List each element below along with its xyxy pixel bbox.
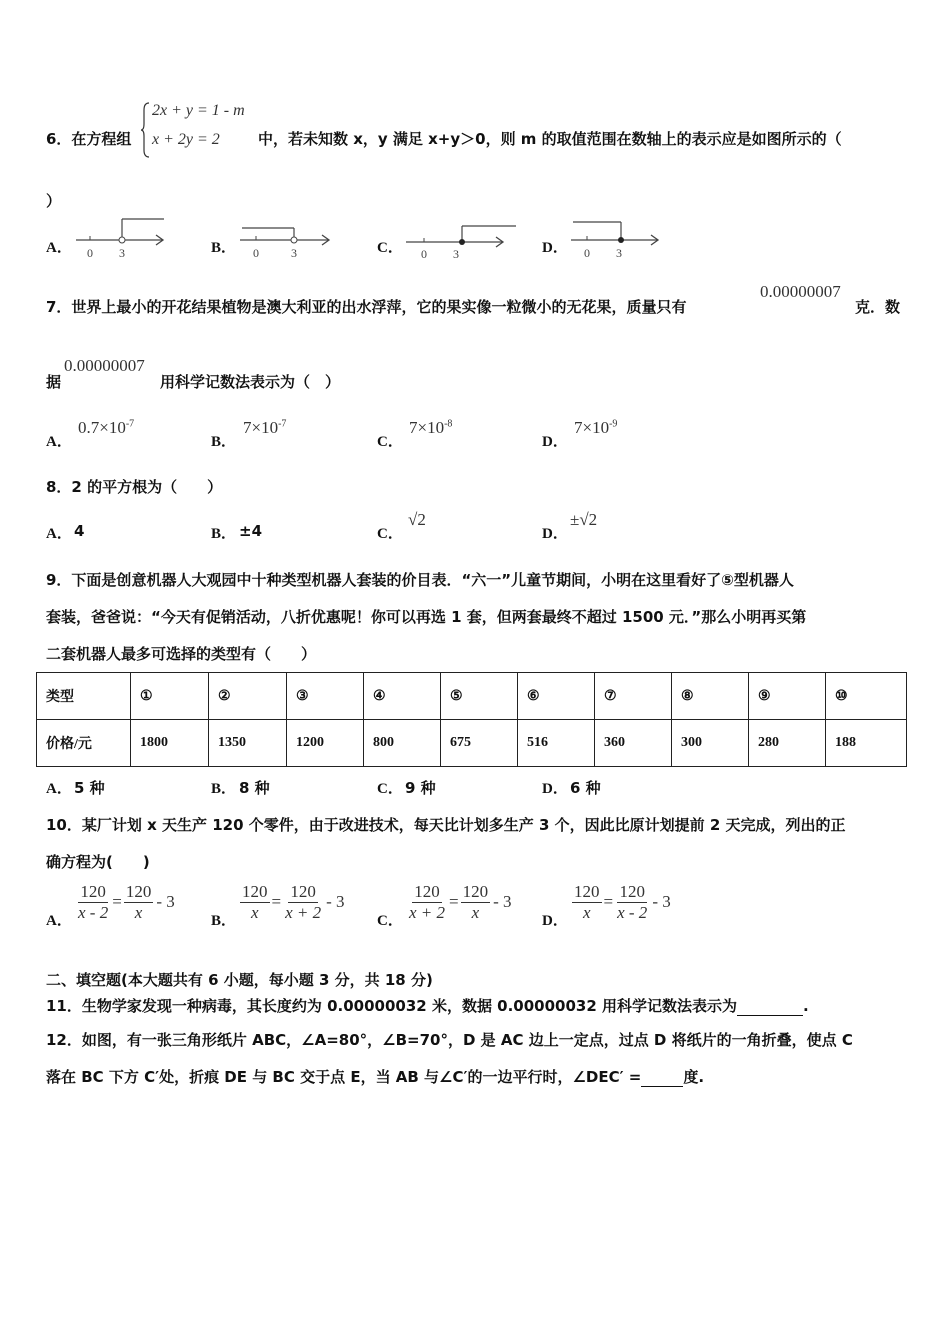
table-cell: ②: [209, 673, 287, 720]
q10-option-d-equation[interactable]: $\frac{120}{x}$ = $\frac{120}{x - 2}$ - 3: [574, 882, 671, 922]
q12-stem-line2: [46, 1066, 704, 1087]
table-row: [37, 673, 907, 720]
q6-a-three-label: 3: [119, 246, 125, 260]
q7-option-d-value[interactable]: [574, 418, 617, 438]
fraction: [76, 882, 110, 922]
fraction: [124, 882, 154, 922]
q7-b-exp: -7: [278, 418, 287, 430]
table-cell: 280: [749, 720, 826, 767]
fraction: [407, 882, 447, 922]
q10-option-c-label: C．: [377, 913, 403, 929]
q6-option-c-numberline[interactable]: [402, 216, 520, 260]
q9-option-d-value[interactable]: 6 种: [570, 779, 601, 797]
q9-option-c-value[interactable]: 9 种: [405, 779, 436, 797]
q11-end: .: [803, 997, 809, 1015]
numerator: 120: [80, 882, 106, 901]
q7-b-base: 7×10: [243, 418, 279, 437]
brace-icon: [141, 102, 151, 158]
q6-option-d-numberline[interactable]: [567, 216, 667, 260]
q6-a-zero-label: 0: [87, 246, 93, 260]
table-cell: ⑩: [826, 673, 907, 720]
q6-option-b-label: B．: [211, 240, 237, 256]
q9-option-d-label: D．: [542, 781, 568, 797]
denominator: x - 2: [78, 902, 109, 922]
q6-equation-system: [141, 100, 261, 160]
q7-stem-line1-end: 克．数: [855, 298, 901, 316]
q6-c-three-label: 3: [453, 247, 459, 260]
q7-option-c-label: C．: [377, 434, 403, 450]
table-cell: 1200: [287, 720, 364, 767]
q6-eq2: x + 2y = 2: [152, 131, 220, 148]
q7-option-b-label: B．: [211, 434, 237, 450]
q8-option-b-value[interactable]: ±4: [239, 522, 263, 540]
q7-stem-line1: 7．世界上最小的开花结果植物是澳大利亚的出水浮萍，它的果实像一粒微小的无花果，质量只有: [46, 298, 687, 316]
q8-option-a-label: A．: [46, 526, 72, 542]
q7-d-base: 7×10: [574, 418, 610, 437]
numerator: 120: [414, 882, 440, 901]
fraction: [283, 882, 323, 922]
table-header-cell: 类型: [37, 673, 131, 720]
q7-option-b-value[interactable]: [243, 418, 286, 438]
q6-d-three-label: 3: [616, 246, 622, 260]
table-cell: 360: [595, 720, 672, 767]
q7-option-d-label: D．: [542, 434, 568, 450]
table-row: [37, 720, 907, 767]
q8-option-a-value[interactable]: 4: [74, 522, 85, 540]
section-heading: 二、填空题(本大题共有 6 小题，每小题 3 分，共 18 分): [46, 971, 433, 989]
denominator: x - 2: [617, 902, 648, 922]
numerator: 120: [125, 882, 152, 901]
table-cell: 675: [441, 720, 518, 767]
fraction: [572, 882, 602, 922]
q7-a-exp: -7: [125, 418, 135, 430]
q6-eq1: 2x + y = 1 - m: [152, 102, 245, 119]
numerator: 120: [290, 882, 316, 901]
q6-option-c-label: C．: [377, 240, 403, 256]
q7-a-base: 0.7×10: [78, 418, 126, 437]
q8-option-b-label: B．: [211, 526, 237, 542]
q6-b-zero-label: 0: [253, 246, 259, 260]
table-cell: ⑥: [518, 673, 595, 720]
q6-option-d-label: D．: [542, 240, 568, 256]
denominator: x: [134, 902, 143, 922]
denominator: x: [582, 902, 591, 922]
table-cell: 1350: [209, 720, 287, 767]
denominator: x: [471, 902, 480, 922]
q9-option-b-value[interactable]: 8 种: [239, 779, 270, 797]
q10-option-b-label: B．: [211, 913, 237, 929]
q11-stem: [46, 995, 809, 1016]
q7-c-base: 7×10: [409, 418, 445, 437]
q6-stem-suffix: 中，若未知数 x，y 满足 x+y＞0，则 m 的取值范围在数轴上的表示应是如图所示的（: [258, 130, 842, 148]
q6-option-a-label: A．: [46, 240, 72, 256]
q7-option-c-value[interactable]: [409, 418, 452, 438]
table-cell: ⑧: [672, 673, 749, 720]
fraction: [615, 882, 649, 922]
q8-option-c-label: C．: [377, 526, 403, 542]
q10-option-c-equation[interactable]: $\frac{120}{x + 2}$ = $\frac{120}{x}$ - 3: [409, 882, 512, 922]
q7-option-a-label: A．: [46, 434, 72, 450]
q7-mass-value: 0.00000007: [760, 282, 841, 301]
table-cell: 1800: [131, 720, 209, 767]
equation-tail: - 3: [326, 892, 345, 912]
q7-line2-suffix: 用科学记数法表示为（ ）: [160, 373, 341, 391]
q7-line2-prefix: 据: [46, 373, 62, 391]
q10-option-d-label: D．: [542, 913, 568, 929]
q11-answer-blank[interactable]: [737, 997, 803, 1016]
table-cell: 516: [518, 720, 595, 767]
q10-option-b-equation[interactable]: $\frac{120}{x}$ = $\frac{120}{x + 2}$ - 3: [242, 882, 345, 922]
q6-option-a-numberline[interactable]: [72, 216, 172, 260]
table-cell: 300: [672, 720, 749, 767]
denominator: x + 2: [409, 902, 446, 922]
fraction: [240, 882, 270, 922]
q10-option-a-equation[interactable]: $\frac{120}{x - 2}$ = $\frac{120}{x}$ - 3: [78, 882, 175, 922]
q7-data-value: 0.00000007: [64, 356, 145, 375]
table-cell: ⑦: [595, 673, 672, 720]
table-cell: ③: [287, 673, 364, 720]
q7-option-a-value[interactable]: [78, 418, 134, 438]
q6-b-three-label: 3: [291, 246, 297, 260]
q8-option-c-value[interactable]: √2: [408, 510, 426, 529]
q9-option-a-label: A．: [46, 781, 72, 797]
table-cell: 188: [826, 720, 907, 767]
q10-stem-line2: 确方程为( ): [46, 853, 150, 871]
q9-stem-line3: 二套机器人最多可选择的类型有（ ）: [46, 645, 317, 663]
numerator: 120: [619, 882, 645, 901]
table-cell: ⑨: [749, 673, 826, 720]
table-header-cell: 价格/元: [37, 720, 131, 767]
q12-stem-line1: 12．如图，有一张三角形纸片 ABC，∠A=80°，∠B=70°，D 是 AC 边上一定点，过点 D 将纸片的一角折叠，使点 C: [46, 1031, 853, 1049]
equation-tail: - 3: [156, 892, 175, 912]
numerator: 120: [574, 882, 600, 901]
fraction: [461, 882, 491, 922]
q8-option-d-value[interactable]: ±√2: [570, 510, 598, 529]
numerator: 120: [242, 882, 268, 901]
q12-answer-blank[interactable]: [641, 1068, 683, 1087]
numerator: 120: [462, 882, 489, 901]
q10-stem-line1: 10．某厂计划 x 天生产 120 个零件，由于改进技术，每天比计划多生产 3 个，因此比原计划提前 2 天完成，列出的正: [46, 816, 846, 834]
q6-close-paren: ）: [46, 192, 62, 210]
q12-end: 度.: [683, 1068, 705, 1086]
q6-c-zero-label: 0: [421, 247, 427, 260]
table-cell: ④: [364, 673, 441, 720]
table-cell: ⑤: [441, 673, 518, 720]
price-table: [36, 672, 907, 767]
q7-c-exp: -8: [444, 418, 453, 430]
q9-stem-line2: 套装，爸爸说：“今天有促销活动，八折优惠呢！你可以再选 1 套，但两套最终不超过 1500 元．”那么小明再买第: [46, 608, 807, 626]
q9-option-b-label: B．: [211, 781, 237, 797]
q11-text: 11．生物学家发现一种病毒，其长度约为 0.00000032 米，数据 0.00000032 用科学记数法表示为: [46, 997, 738, 1015]
q12-line2-text: 落在 BC 下方 C′处，折痕 DE 与 BC 交于点 E，当 AB 与∠C′的一边平行时，∠DEC′ =: [46, 1068, 642, 1086]
q6-option-b-numberline[interactable]: [236, 216, 336, 260]
q9-option-c-label: C．: [377, 781, 403, 797]
q8-stem: 8．2 的平方根为（ ）: [46, 478, 223, 496]
equation-tail: - 3: [652, 892, 671, 912]
denominator: x: [250, 902, 259, 922]
q8-option-d-label: D．: [542, 526, 568, 542]
q7-d-exp: -9: [609, 418, 618, 430]
q9-option-a-value[interactable]: 5 种: [74, 779, 105, 797]
q6-prefix: 6．在方程组: [46, 130, 132, 148]
q10-option-a-label: A．: [46, 913, 72, 929]
equation-tail: - 3: [493, 892, 512, 912]
q9-stem-line1: 9．下面是创意机器人大观园中十种类型机器人套装的价目表．“六一”儿童节期间，小明在这里看好了⑤型机器人: [46, 571, 794, 589]
table-cell: 800: [364, 720, 441, 767]
table-cell: ①: [131, 673, 209, 720]
denominator: x + 2: [285, 902, 322, 922]
q6-d-zero-label: 0: [584, 246, 590, 260]
